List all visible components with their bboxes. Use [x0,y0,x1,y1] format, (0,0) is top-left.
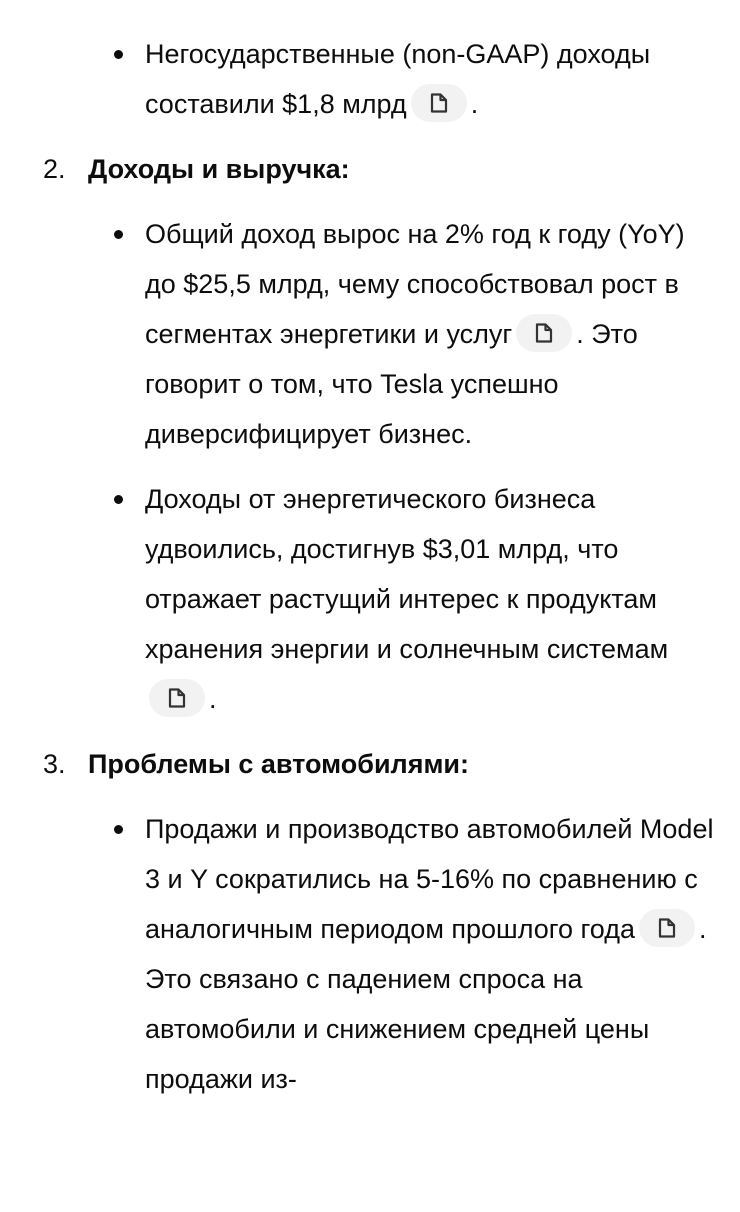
list-item-text-end: . [470,89,479,119]
section-heading [43,739,740,789]
section-number: 3. [43,749,66,779]
citation-button[interactable] [639,909,695,947]
list-item-text-end: . [209,684,217,714]
list-item [145,804,715,1104]
section-number: 2. [43,154,66,184]
list-item-text: Продажи и производство автомобилей Model 3 и Y сократились на 5-16% по сравнению с аналогичным периодом прошлого года [145,814,714,944]
section-heading [43,144,740,194]
document-icon [167,687,187,709]
list-item [145,209,715,459]
list-item-text: Негосударственные (non-GAAP) доходы составили $1,8 млрд [145,39,651,119]
section-title: Доходы и выручка: [88,154,350,184]
list-item-text-end: . Это связано с падением спроса на автомобили и снижением средней цены продажи из- [145,914,707,1094]
list-item-text-end: . Это говорит о том, что Tesla успешно диверсифицирует бизнес. [145,319,638,449]
citation-button[interactable] [149,679,205,717]
document-icon [429,92,449,114]
document-icon [534,322,554,344]
citation-button[interactable] [411,84,467,122]
document-icon [657,917,677,939]
list-item-text: Общий доход вырос на 2% год к году (YoY) до $25,5 млрд, чему способствовал рост в сегментах энергетики и услуг [145,219,685,349]
section-title: Проблемы с автомобилями: [88,749,470,779]
citation-button[interactable] [516,314,572,352]
list-item-text: Доходы от энергетического бизнеса удвоились, достигнув $3,01 млрд, что отражает растущий интерес к продуктам хранения энергии и солнечным системам [145,484,669,664]
list-item [145,29,715,129]
list-item [145,474,715,724]
